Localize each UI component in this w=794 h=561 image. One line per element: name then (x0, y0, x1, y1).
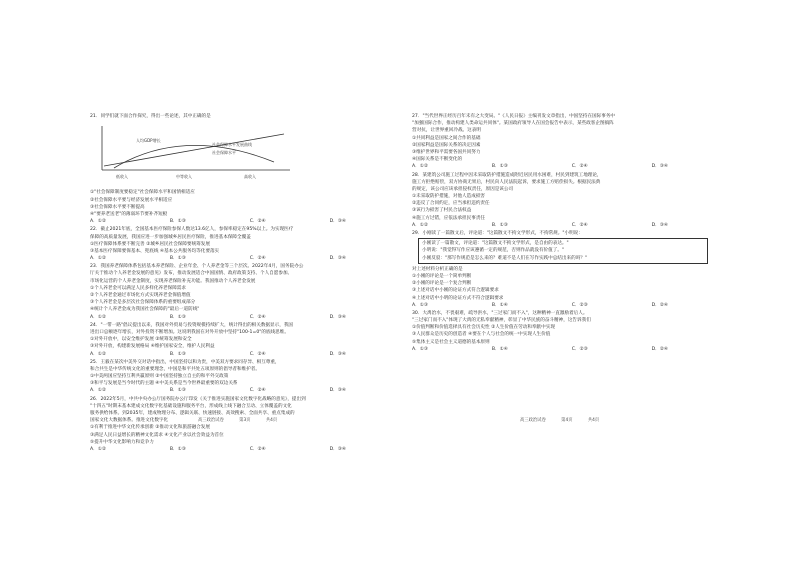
answer-choices (90, 255, 386, 262)
question-line: ②国家利益是国际关系的决定因素 (412, 142, 481, 148)
choice-c: C．②④ (571, 222, 588, 228)
question-line: ④施工方过错，应依法承担民事责任 (412, 215, 486, 221)
question-line: 对上述材料分析正确的是 (412, 266, 463, 272)
choice-c: C．②④ (249, 219, 266, 225)
question-23 (90, 263, 386, 321)
question-line: ③人民群众是历史的创造者 ④要在个人与社会的统一中实现人生价值 (412, 332, 551, 338)
question-line: ①有利于推进中华文化传承创新 ②推动文化和旅游融合发展 (90, 425, 210, 431)
chart-label: 低收入 (116, 174, 128, 180)
question-line: ①医疗保障体系要不断完善 ②城乡居民社会保障要统筹发展 (90, 241, 210, 247)
left-page-footer (198, 417, 291, 423)
question-line: ③该行为损害了村民合法权益 (412, 208, 472, 214)
choice-d: D．③④ (329, 314, 346, 320)
question-29 (412, 230, 708, 309)
question-line: 23．我国养老保障体系包括基本养老保险、企业年金、个人养老金等三个层次。2022年4月，国务院办公 (90, 264, 304, 270)
chart-label: 社会保障水平发展曲线 (212, 142, 252, 148)
option: ③社会保障水平要不断提高 (90, 204, 145, 210)
chart-label: 人均GDP增长 (136, 138, 161, 144)
option: ①"社会保障制度要稳定"社会保障水平和国情相适应 (90, 190, 195, 196)
question-line: ③和平与发展是当今时代的主题 ④中美关系是当今世界最重要的双边关系 (90, 381, 238, 387)
question-line: 28．某建筑公司施工过程中因未采取防护措施造成附近居民用水困难，村民到建筑工地理论， (412, 172, 602, 178)
choice-c: C．②④ (249, 314, 266, 320)
question-line: ⑤集体主义是社会主义道德的基本原则 (412, 339, 490, 345)
choice-b: B．①③ (169, 219, 186, 225)
question-line: 24．"一带一路"倡议提出以来，我国对外贸易与投资规模持续扩大，统计得出的相关数据显示，我国 (90, 322, 294, 328)
question-stem: 21．同学们就下面合作探究，得出一些论述，其中正确的是 (90, 114, 211, 119)
question-line: ①小刚的评论是一个简单判断 (412, 273, 472, 279)
choice-d: D．③④ (329, 446, 346, 452)
question-line: ①未采取防护措施，对他人造成损害 (412, 194, 486, 200)
footer-total: 共4页 (265, 418, 278, 423)
dialogue-box (418, 238, 708, 264)
answer-choices (412, 222, 708, 229)
choice-d: D．③④ (329, 219, 346, 225)
answer-choices (412, 163, 708, 170)
question-line: 26．2022年5月，中共中央办公厅国务院办公厅印发《关于推进实施国家文化数字化战略的意见》，提出到 (90, 396, 306, 402)
choice-c: C．②③ (571, 302, 588, 308)
choice-a: A．①② (90, 351, 106, 357)
answer-choices (412, 302, 708, 309)
question-line: ③维护世界和平需要各国共同努力 (412, 149, 481, 155)
question-line: ②个人养老金通过市场化方式实现养老金保值增值 (90, 293, 191, 299)
right-page-footer (520, 417, 613, 423)
chart-label: 社会保障水平 (212, 150, 236, 156)
question-line: "十四五"时期末基本建成文化数字化基础设施和服务平台，形成线上线下融合互动、立体覆盖的文化 (90, 403, 292, 409)
choice-a: A．①② (90, 446, 106, 452)
right-page (412, 112, 708, 412)
answer-choices (90, 218, 386, 225)
choice-d: D．③④ (329, 388, 346, 394)
answer-choices (90, 387, 386, 394)
choice-d: D．③④ (651, 222, 668, 228)
question-line: ①中美两国应坚持互利共赢原则 ②中国坚持独立自主的和平外交政策 (90, 374, 229, 380)
answer-choices (90, 351, 386, 358)
answer-choices (412, 346, 708, 353)
question-24 (90, 322, 386, 358)
choice-a: A．①③ (412, 302, 428, 308)
choice-a: A．①② (412, 222, 428, 228)
choice-c: C．②④ (249, 256, 266, 262)
choice-c: C．②④ (249, 351, 266, 357)
question-26 (90, 396, 386, 454)
dialogue-line: 小明说："我觉得写作应该遵循一定的规范，否则作品就没有价值了。" (422, 248, 565, 254)
question-line: 29．小刚读了一篇散文后，评论道："这篇散文不拘文学形式，不拘常规。"小明说： (412, 231, 583, 236)
question-line: "加强国际合作，推动构建人类命运共同体"。某国政府领导人在国会报告中表示，某些政客企图搞阵 (412, 121, 614, 127)
choice-d: D．③④ (329, 256, 346, 262)
option: ②社会保障水平要与经济发展水平相适应 (90, 197, 173, 203)
choice-d: D．③④ (651, 164, 668, 170)
answer-choices (90, 314, 386, 321)
choice-a: A．①② (412, 164, 428, 170)
question-27 (412, 113, 708, 171)
question-line: 25．王毅在某次中美外交对话中指出，中国坚持以和为贵，中美双方要求同存异、相互尊重， (90, 359, 280, 365)
choice-b: B．①④ (491, 302, 508, 308)
question-25 (90, 359, 386, 395)
question-30 (412, 310, 708, 353)
question-21 (90, 113, 386, 225)
question-line: "三过家门而不入"体现了大禹的无私奉献精神，彰显了中华民族的奋斗精神，这告诉我们 (412, 318, 591, 324)
question-line: ③对外开放，构建新发展格局 ④维护国家安全，维护人民利益 (90, 344, 215, 350)
choice-a: A．①③ (412, 346, 428, 352)
choice-b: B．①③ (169, 351, 186, 357)
question-line: ③上述对话中小刚的论证方式符合逻辑要求 (412, 288, 499, 294)
answer-choices (90, 446, 386, 453)
choice-a: A．①② (90, 388, 106, 394)
question-line: ④上述对话中小明的论证方式不符合逻辑要求 (412, 295, 504, 301)
choice-b: B．①③ (169, 314, 186, 320)
chart-label: 中等收入 (176, 174, 192, 180)
question-line: 27．"当代世界正经历百年未有之大变局。"《人民日报》主编刊发文章指出，中国坚持在国际事务中 (412, 114, 616, 119)
question-line: 30．大禹治水，不畏艰难，疏导洪水，"三过家门而不入"，这种精神一直激励着后人。 (412, 310, 588, 316)
choice-c: C．②③ (571, 346, 588, 352)
question-line: ④统计个人养老金成为我国社会保障的"最后一道防线" (90, 307, 200, 313)
question-22 (90, 226, 386, 262)
question-line: 施工方拒绝赔偿，双方协商无果后，村民向人民法院起诉，要求施工方赔偿损失。根据民法典 (412, 179, 601, 185)
question-line: 营对抗，让世界重回冷战。这表明 (412, 128, 481, 134)
question-line: ①共同利益是国家之间合作的基础 (412, 135, 481, 141)
choice-d: D．②④ (651, 346, 668, 352)
choice-d: D．③④ (329, 351, 346, 357)
question-line: ③个人养老金是多层次社会保障体系的重要组成部分 (90, 300, 196, 306)
question-line: ①对外开放中，以安全维护发展 ②统筹发展和安全 (90, 337, 192, 343)
choice-c: C．②④ (249, 446, 266, 452)
question-line: 进出口总额逐年增长，对外投资不断增加。这说明我国在对外开放中坚持"100-1=0"的底线思维。 (90, 329, 289, 335)
question-line: ⑤提升中华文化影响力和竞争力 (90, 439, 154, 445)
question-line: 保障的高质量发展，我国应进一步加强城乡居民医疗保险，推进基本保障全覆盖 (90, 234, 251, 240)
question-line: 22．截止2021年底，全国基本医疗保险参保人数达13.6亿人，参保率稳定在95%以上。为实现医疗 (90, 227, 294, 233)
question-line: 国家文化大数据体系。推进文化数字化 (90, 418, 169, 424)
question-line: ①价值判断和价值选择具有社会历史性 ②人生价值在劳动和奉献中实现 (412, 325, 555, 331)
option: ④"要养老送老"的薄弱环节要补齐短板 (90, 211, 168, 217)
footer-title: 高三政治试卷 (520, 418, 546, 423)
footer-total: 共4页 (587, 418, 600, 423)
question-line: ②违反了合同约定，应当承担违约责任 (412, 201, 490, 207)
footer-page: 第4页 (561, 418, 573, 423)
choice-a: A．①② (90, 219, 106, 225)
choice-b: B．①③ (169, 388, 186, 394)
question-line: ①个人养老金可以满足人民多样化养老保障需求 (90, 285, 186, 291)
choice-b: B．①③ (491, 164, 508, 170)
question-line: 市场化运营的个人养老金制度，实现养老保险补充功能。我国推动个人养老金发展 (90, 278, 256, 284)
question-line: ③满足人民日益增长的精神文化需求 ④文化产业以社会效益为首位 (90, 432, 224, 438)
chart-label: 高收入 (244, 174, 256, 180)
footer-page: 第3页 (239, 418, 251, 423)
choice-c: C．②④ (249, 388, 266, 394)
dialogue-line: 小刚反驳："那写作规范是怎么来的？难道不是人们在写作实践中总结出来的吗？" (422, 255, 588, 261)
choice-a: A．①② (90, 314, 106, 320)
choice-b: B．①③ (169, 446, 186, 452)
question-line: ③基本医疗保障要保基本、兜底线 ④基本公共服务均等化要落实 (90, 248, 220, 254)
choice-d: D．②④ (651, 302, 668, 308)
choice-c: C．②④ (571, 164, 588, 170)
social-security-chart (94, 122, 294, 184)
choice-b: B．①③ (491, 222, 508, 228)
choice-b: B．①④ (491, 346, 508, 352)
question-line: ④国际关系是不断变化的 (412, 157, 463, 163)
question-line: 和合共生是中华传统文化的重要理念，中国是和平共处五项原则的倡导者和维护者。 (90, 366, 260, 372)
question-line: 厅关于推动个人养老金发展的意见》发布，推动发展适合中国国情、政府政策支持、个人自愿参加、 (90, 271, 293, 277)
question-line: 的规定，该公司应该承担侵权责任，原因是该公司 (412, 186, 514, 192)
choice-b: B．①③ (169, 256, 186, 262)
footer-title: 高三政治试卷 (198, 418, 224, 423)
question-28 (412, 172, 708, 230)
question-line: 服务供给体系。到2035年，建成物理分布、逻辑关联、快速链接、高效搜索、全面共享、重点集成的 (90, 411, 295, 417)
question-line: ②小刚的评论是一个复合判断 (412, 281, 472, 287)
dialogue-line: 小刚读了一篇散文，评论道："这篇散文不拘文学形式，是自由的表达。" (422, 241, 569, 247)
choice-a: A．①② (90, 256, 106, 262)
